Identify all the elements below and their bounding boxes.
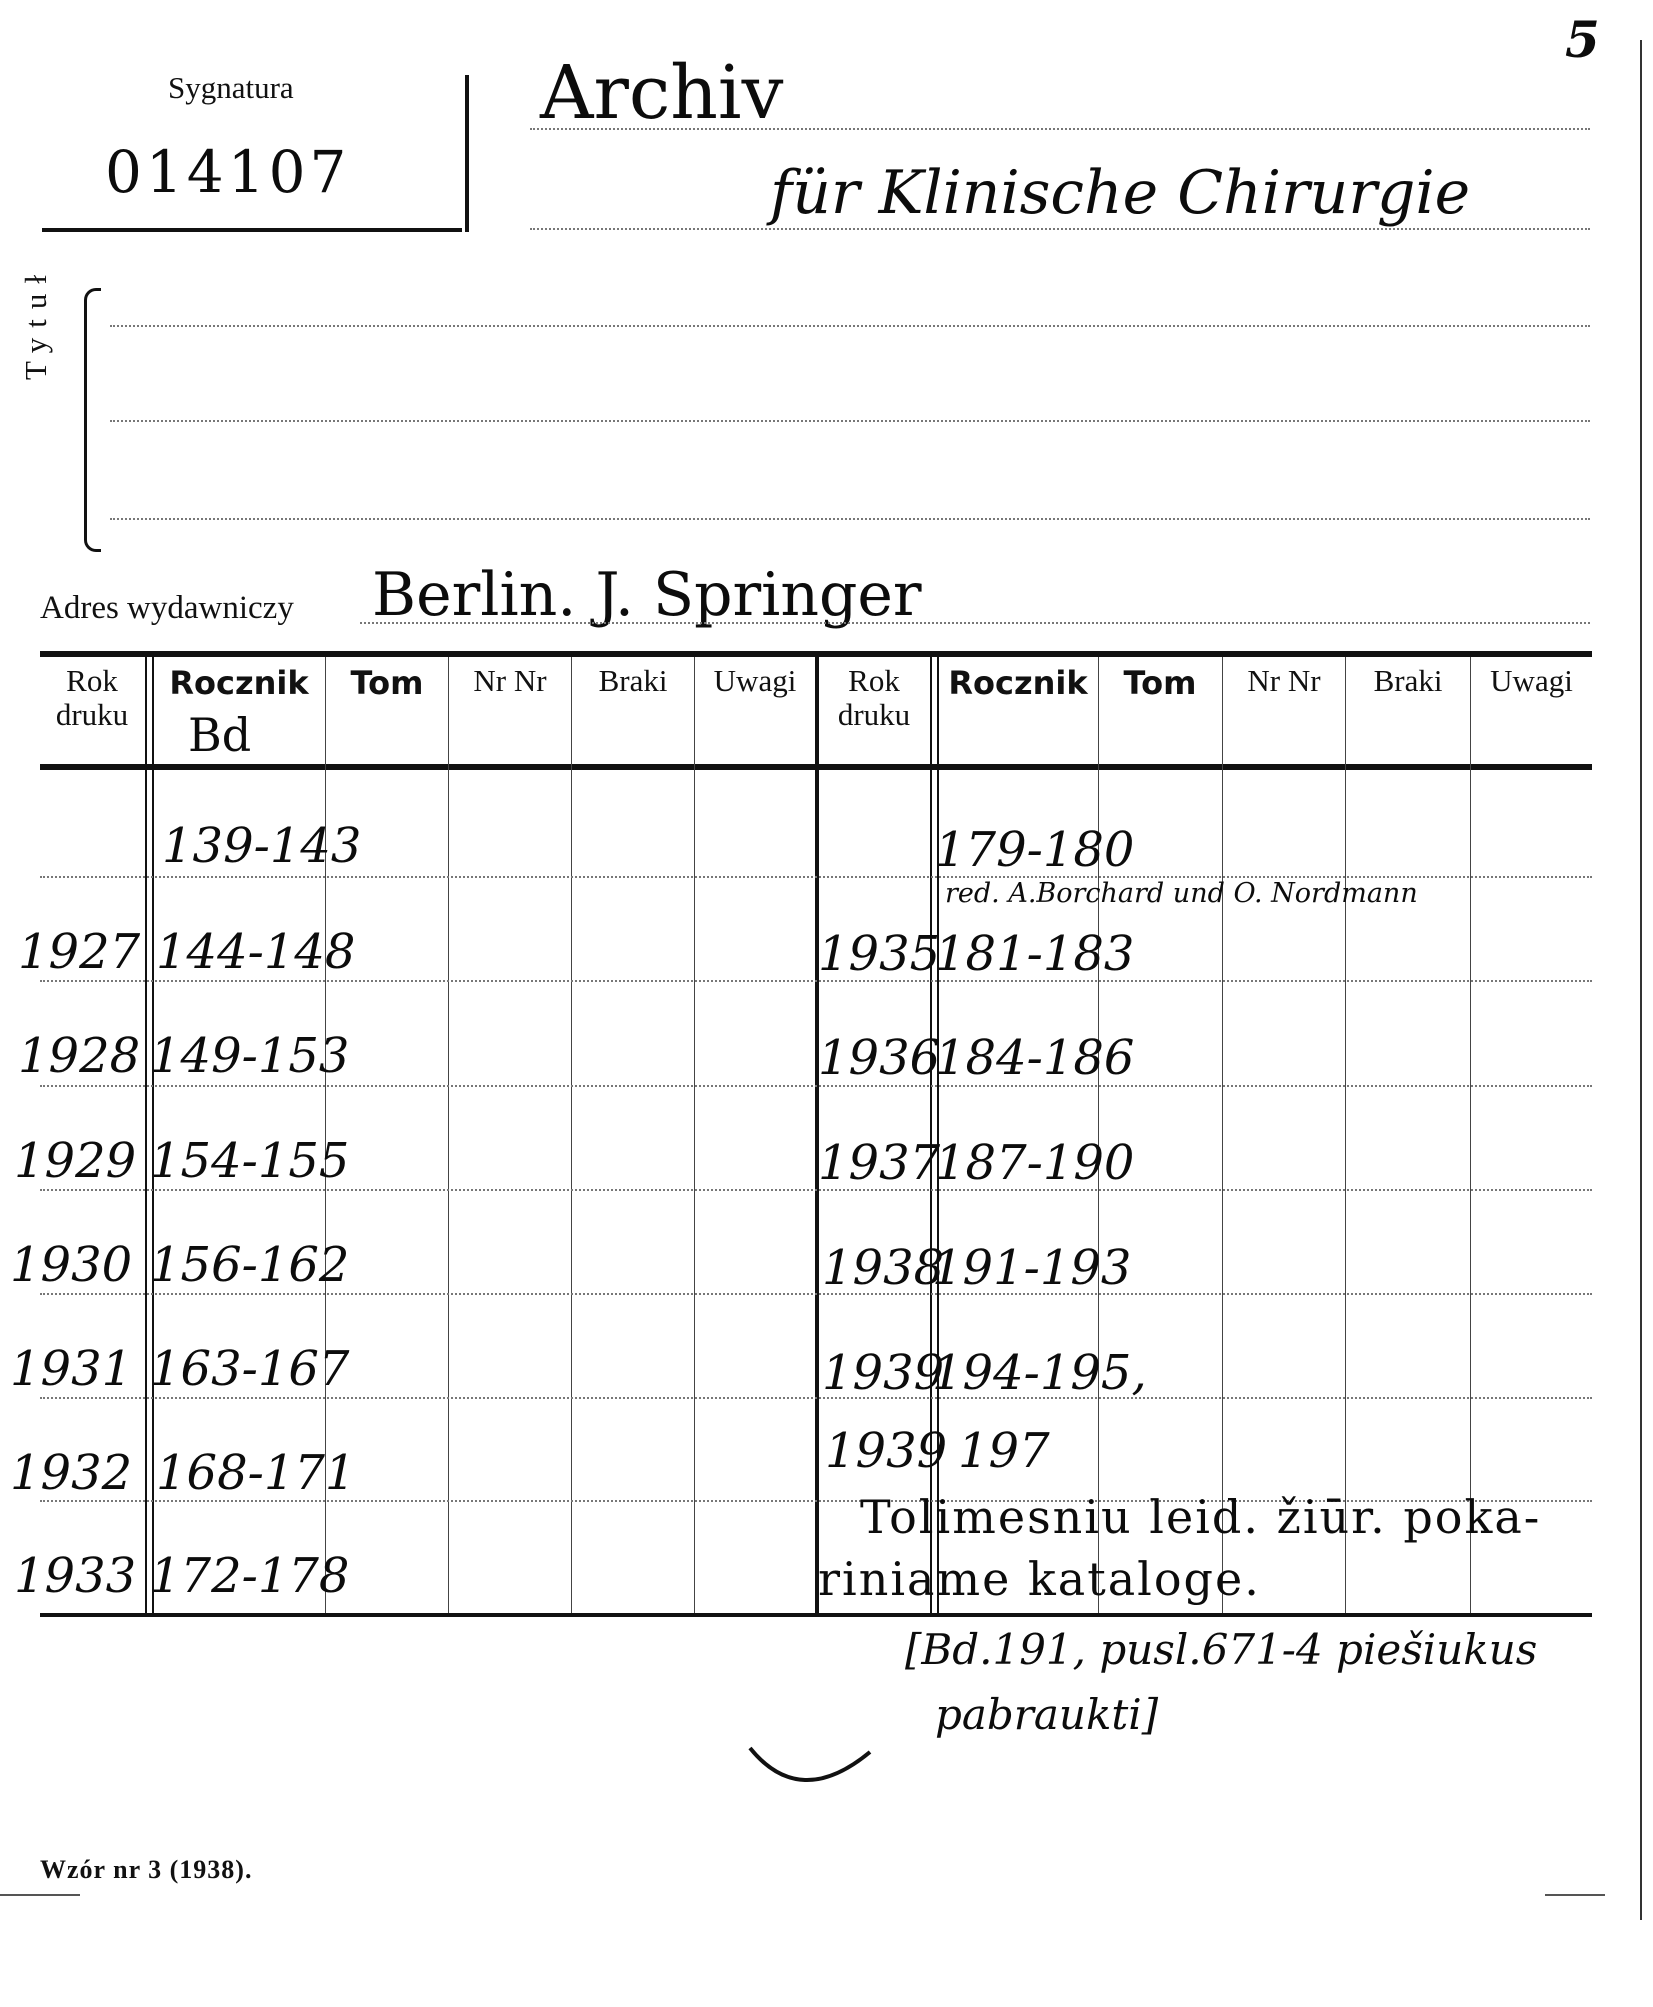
left-row-8-volumes: 172-178 <box>150 1548 350 1604</box>
punch-hole-arc <box>740 1740 890 1800</box>
title-line2: für Klinische Chirurgie <box>770 158 1471 228</box>
left-row-3-volumes: 149-153 <box>150 1028 350 1084</box>
header-rocznik-note: Bd <box>188 708 252 762</box>
right-row-7-year: 1939 <box>825 1423 948 1479</box>
header-tom-right: Tom <box>1123 664 1197 702</box>
table-bottom-rule <box>40 1613 1592 1617</box>
title-brace <box>84 288 101 552</box>
left-row-6-volumes: 163-167 <box>150 1341 350 1397</box>
page-number: 5 <box>1565 10 1600 69</box>
right-row-5-year: 1938 <box>822 1240 945 1296</box>
row-line-4 <box>40 1189 1592 1191</box>
left-row-4-year: 1929 <box>14 1133 137 1189</box>
header-rocznik-right: Rocznik <box>948 664 1088 702</box>
signature-divider <box>465 75 469 232</box>
header-nrnr-right: Nr Nr <box>1247 663 1321 698</box>
tytul-line-2 <box>110 420 1590 422</box>
header-rok-druku-right: Rok druku <box>837 663 911 732</box>
right-row-3-volumes: 184-186 <box>935 1030 1135 1086</box>
right-row-2-year: 1935 <box>818 926 941 982</box>
title-dotted-line-1 <box>530 128 1590 130</box>
right-row-6-year: 1939 <box>822 1345 945 1401</box>
form-footer: Wzór nr 3 (1938). <box>40 1855 253 1884</box>
left-row-2-year: 1927 <box>18 924 141 980</box>
tytul-line-3 <box>110 518 1590 520</box>
publisher-label: Adres wydawniczy <box>40 590 294 626</box>
right-row-5-volumes: 191-193 <box>932 1240 1132 1296</box>
left-row-8-year: 1933 <box>14 1548 137 1604</box>
right-row-7-volumes: 197 <box>958 1423 1050 1479</box>
header-rocznik-left: Rocznik <box>169 664 309 702</box>
row-line-5 <box>40 1293 1592 1295</box>
editor-note: red. A.Borchard und O. Nordmann <box>945 878 1418 909</box>
left-row-2-volumes: 144-148 <box>156 924 356 980</box>
left-row-4-volumes: 154-155 <box>150 1133 350 1189</box>
header-braki-left: Braki <box>598 663 668 698</box>
col-div-9 <box>1222 657 1223 1613</box>
col-div-5 <box>694 657 695 1613</box>
right-row-4-volumes: 187-190 <box>935 1135 1135 1191</box>
left-row-7-volumes: 168-171 <box>156 1445 356 1501</box>
card-right-edge <box>1640 40 1642 1920</box>
signature-value: 014107 <box>105 138 351 206</box>
header-uwagi-left: Uwagi <box>713 663 797 698</box>
note2-line2: pabraukti] <box>935 1690 1159 1739</box>
header-nrnr-left: Nr Nr <box>473 663 547 698</box>
row-line-6 <box>40 1397 1592 1399</box>
signature-underline <box>42 228 462 232</box>
col-div-4 <box>571 657 572 1613</box>
right-row-2-volumes: 181-183 <box>935 926 1135 982</box>
header-braki-right: Braki <box>1373 663 1443 698</box>
note1-line1: Tolimesniu leid. žiūr. poka- <box>860 1490 1542 1544</box>
publisher-value: Berlin. J. Springer <box>372 560 922 630</box>
left-row-5-volumes: 156-162 <box>150 1237 350 1293</box>
left-row-6-year: 1931 <box>10 1341 133 1397</box>
header-uwagi-right: Uwagi <box>1490 663 1573 698</box>
right-row-3-year: 1936 <box>818 1030 941 1086</box>
left-row-3-year: 1928 <box>18 1028 141 1084</box>
publisher-dotted-line <box>360 622 1590 624</box>
right-row-6-volumes: 194-195, <box>932 1345 1147 1401</box>
title-label: Tytuł <box>18 265 53 380</box>
left-row-7-year: 1932 <box>10 1445 133 1501</box>
row-line-2 <box>40 980 1592 982</box>
left-row-5-year: 1930 <box>10 1237 133 1293</box>
footer-edge-left <box>0 1894 80 1896</box>
title-line1: Archiv <box>540 50 784 136</box>
col-div-1a <box>145 657 147 1613</box>
tytul-line-1 <box>110 325 1590 327</box>
left-row-1-volumes: 139-143 <box>162 818 362 874</box>
col-div-11 <box>1470 657 1471 1613</box>
footer-edge-right <box>1545 1894 1605 1896</box>
right-row-4-year: 1937 <box>818 1135 941 1191</box>
col-div-3 <box>448 657 449 1613</box>
header-rok-druku-left: Rok druku <box>55 663 129 732</box>
header-tom-left: Tom <box>350 664 424 702</box>
row-line-3 <box>40 1085 1592 1087</box>
col-div-10 <box>1345 657 1346 1613</box>
signature-label: Sygnatura <box>168 70 294 105</box>
note2-line1: [Bd.191, pusl.671-4 piešiukus <box>905 1625 1538 1674</box>
note1-line2: riniame kataloge. <box>818 1552 1261 1606</box>
title-dotted-line-2 <box>530 228 1590 230</box>
right-row-1-volumes: 179-180 <box>935 822 1135 878</box>
